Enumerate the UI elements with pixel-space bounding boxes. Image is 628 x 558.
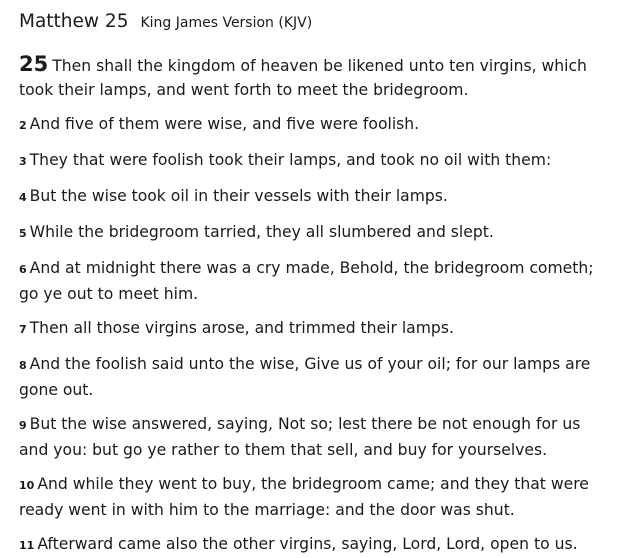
- verse-text: Then shall the kingdom of heaven be likened unto ten virgins, which took their lamps, and went forth to meet the bridegroom.: [19, 57, 587, 99]
- verse-text: And while they went to buy, the bridegroom came; and they that were ready went in with him to the marriage: and the door was shut.: [19, 475, 589, 519]
- verse: [19, 532, 614, 558]
- passage-header: [19, 11, 614, 37]
- verse: [19, 148, 614, 174]
- verse-text: Afterward came also the other virgins, saying, Lord, Lord, open to us.: [37, 535, 578, 553]
- verse-number: 6: [19, 263, 27, 276]
- verse: [19, 472, 614, 522]
- verse-number: 11: [19, 539, 35, 552]
- verse-number: 10: [19, 479, 35, 492]
- verse-number: 3: [19, 155, 27, 168]
- verse-number: 9: [19, 419, 27, 432]
- verse-text: And five of them were wise, and five were foolish.: [29, 115, 420, 133]
- verse: [19, 112, 614, 138]
- verse-text: But the wise took oil in their vessels with their lamps.: [29, 187, 448, 205]
- verse: [19, 412, 614, 462]
- verse-number: 5: [19, 227, 27, 240]
- verse: [19, 256, 614, 306]
- verse: [19, 220, 614, 246]
- verse-text: They that were foolish took their lamps, and took no oil with them:: [29, 151, 552, 169]
- chapter-title: Matthew 25: [19, 11, 129, 32]
- verse-list: [19, 52, 614, 558]
- verse: [19, 52, 614, 102]
- verse: [19, 352, 614, 402]
- verse: [19, 316, 614, 342]
- verse: [19, 184, 614, 210]
- verse-text: Then all those virgins arose, and trimmed their lamps.: [29, 319, 454, 337]
- verse-number: 25: [19, 52, 49, 76]
- verse-number: 8: [19, 359, 27, 372]
- verse-text: And the foolish said unto the wise, Give us of your oil; for our lamps are gone out.: [19, 355, 591, 399]
- verse-number: 2: [19, 119, 27, 132]
- verse-text: And at midnight there was a cry made, Behold, the bridegroom cometh; go ye out to meet him.: [19, 259, 594, 303]
- verse-text: While the bridegroom tarried, they all slumbered and slept.: [29, 223, 494, 241]
- verse-number: 7: [19, 323, 27, 336]
- verse-text: But the wise answered, saying, Not so; lest there be not enough for us and you: but go ye rather to them that sell, and buy for yourselves.: [19, 415, 581, 459]
- verse-number: 4: [19, 191, 27, 204]
- version-label: King James Version (KJV): [140, 15, 313, 31]
